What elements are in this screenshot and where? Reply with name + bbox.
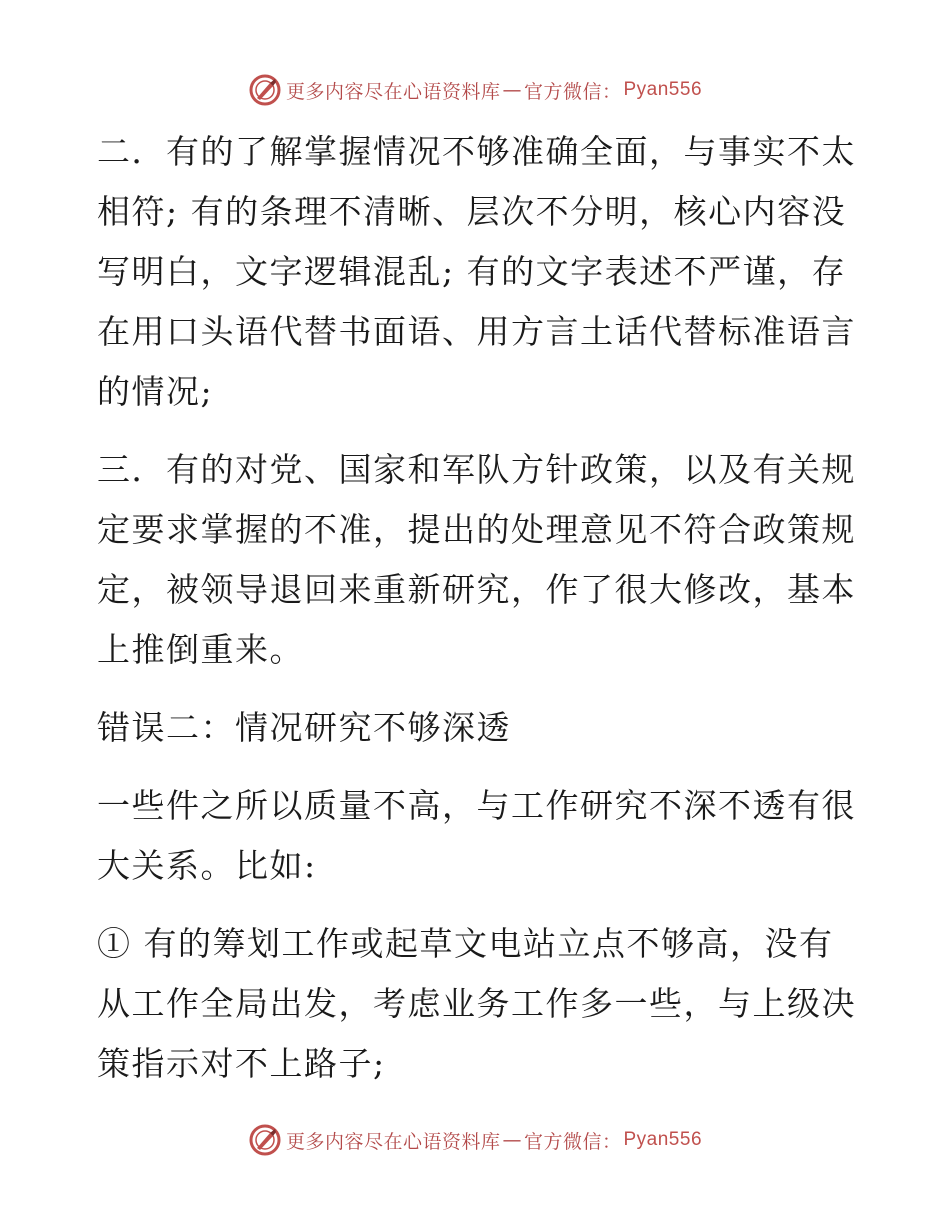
paragraph-intro: 一些件之所以质量不高，与工作研究不深不透有很大关系。比如: <box>97 786 856 885</box>
banner-wechat-label: 官方微信： <box>523 80 622 103</box>
paragraph-item-one: ① 有的筹划工作或起草文电站立点不够高，没有从工作全局出发，考虑业务工作多一些，与上级决策指示对不上路子; <box>97 924 856 1083</box>
document-body <box>97 122 857 1112</box>
section-heading-error-two: 错误二：情况研究不够深透 <box>97 708 511 747</box>
pen-emblem-icon <box>248 73 282 107</box>
banner-separator: — <box>502 79 522 101</box>
paragraph-point-two: 二．有的了解掌握情况不够准确全面，与事实不太相符; 有的条理不清晰、层次不分明，核心内容没写明白，文字逻辑混乱; 有的文字表述不严谨，存在用口头语代替书面语、用方言土话代替标准语言的情况; <box>97 132 856 411</box>
paragraph-point-three: 三．有的对党、国家和军队方针政策，以及有关规定要求掌握的不准，提出的处理意见不符合政策规定，被领导退回来重新研究，作了很大修改，基本上推倒重来。 <box>97 450 856 669</box>
footer-watermark-banner <box>0 1120 950 1160</box>
pen-emblem-icon <box>248 1123 282 1157</box>
banner-separator: — <box>502 1129 522 1151</box>
banner-text: 更多内容尽在心语资料库 <box>285 1130 501 1153</box>
banner-wechat-label: 官方微信： <box>523 1130 622 1153</box>
banner-handle: Pyan556 <box>623 1129 703 1150</box>
banner-text: 更多内容尽在心语资料库 <box>285 80 501 103</box>
banner-handle: Pyan556 <box>623 79 703 100</box>
header-watermark-banner <box>0 70 950 110</box>
